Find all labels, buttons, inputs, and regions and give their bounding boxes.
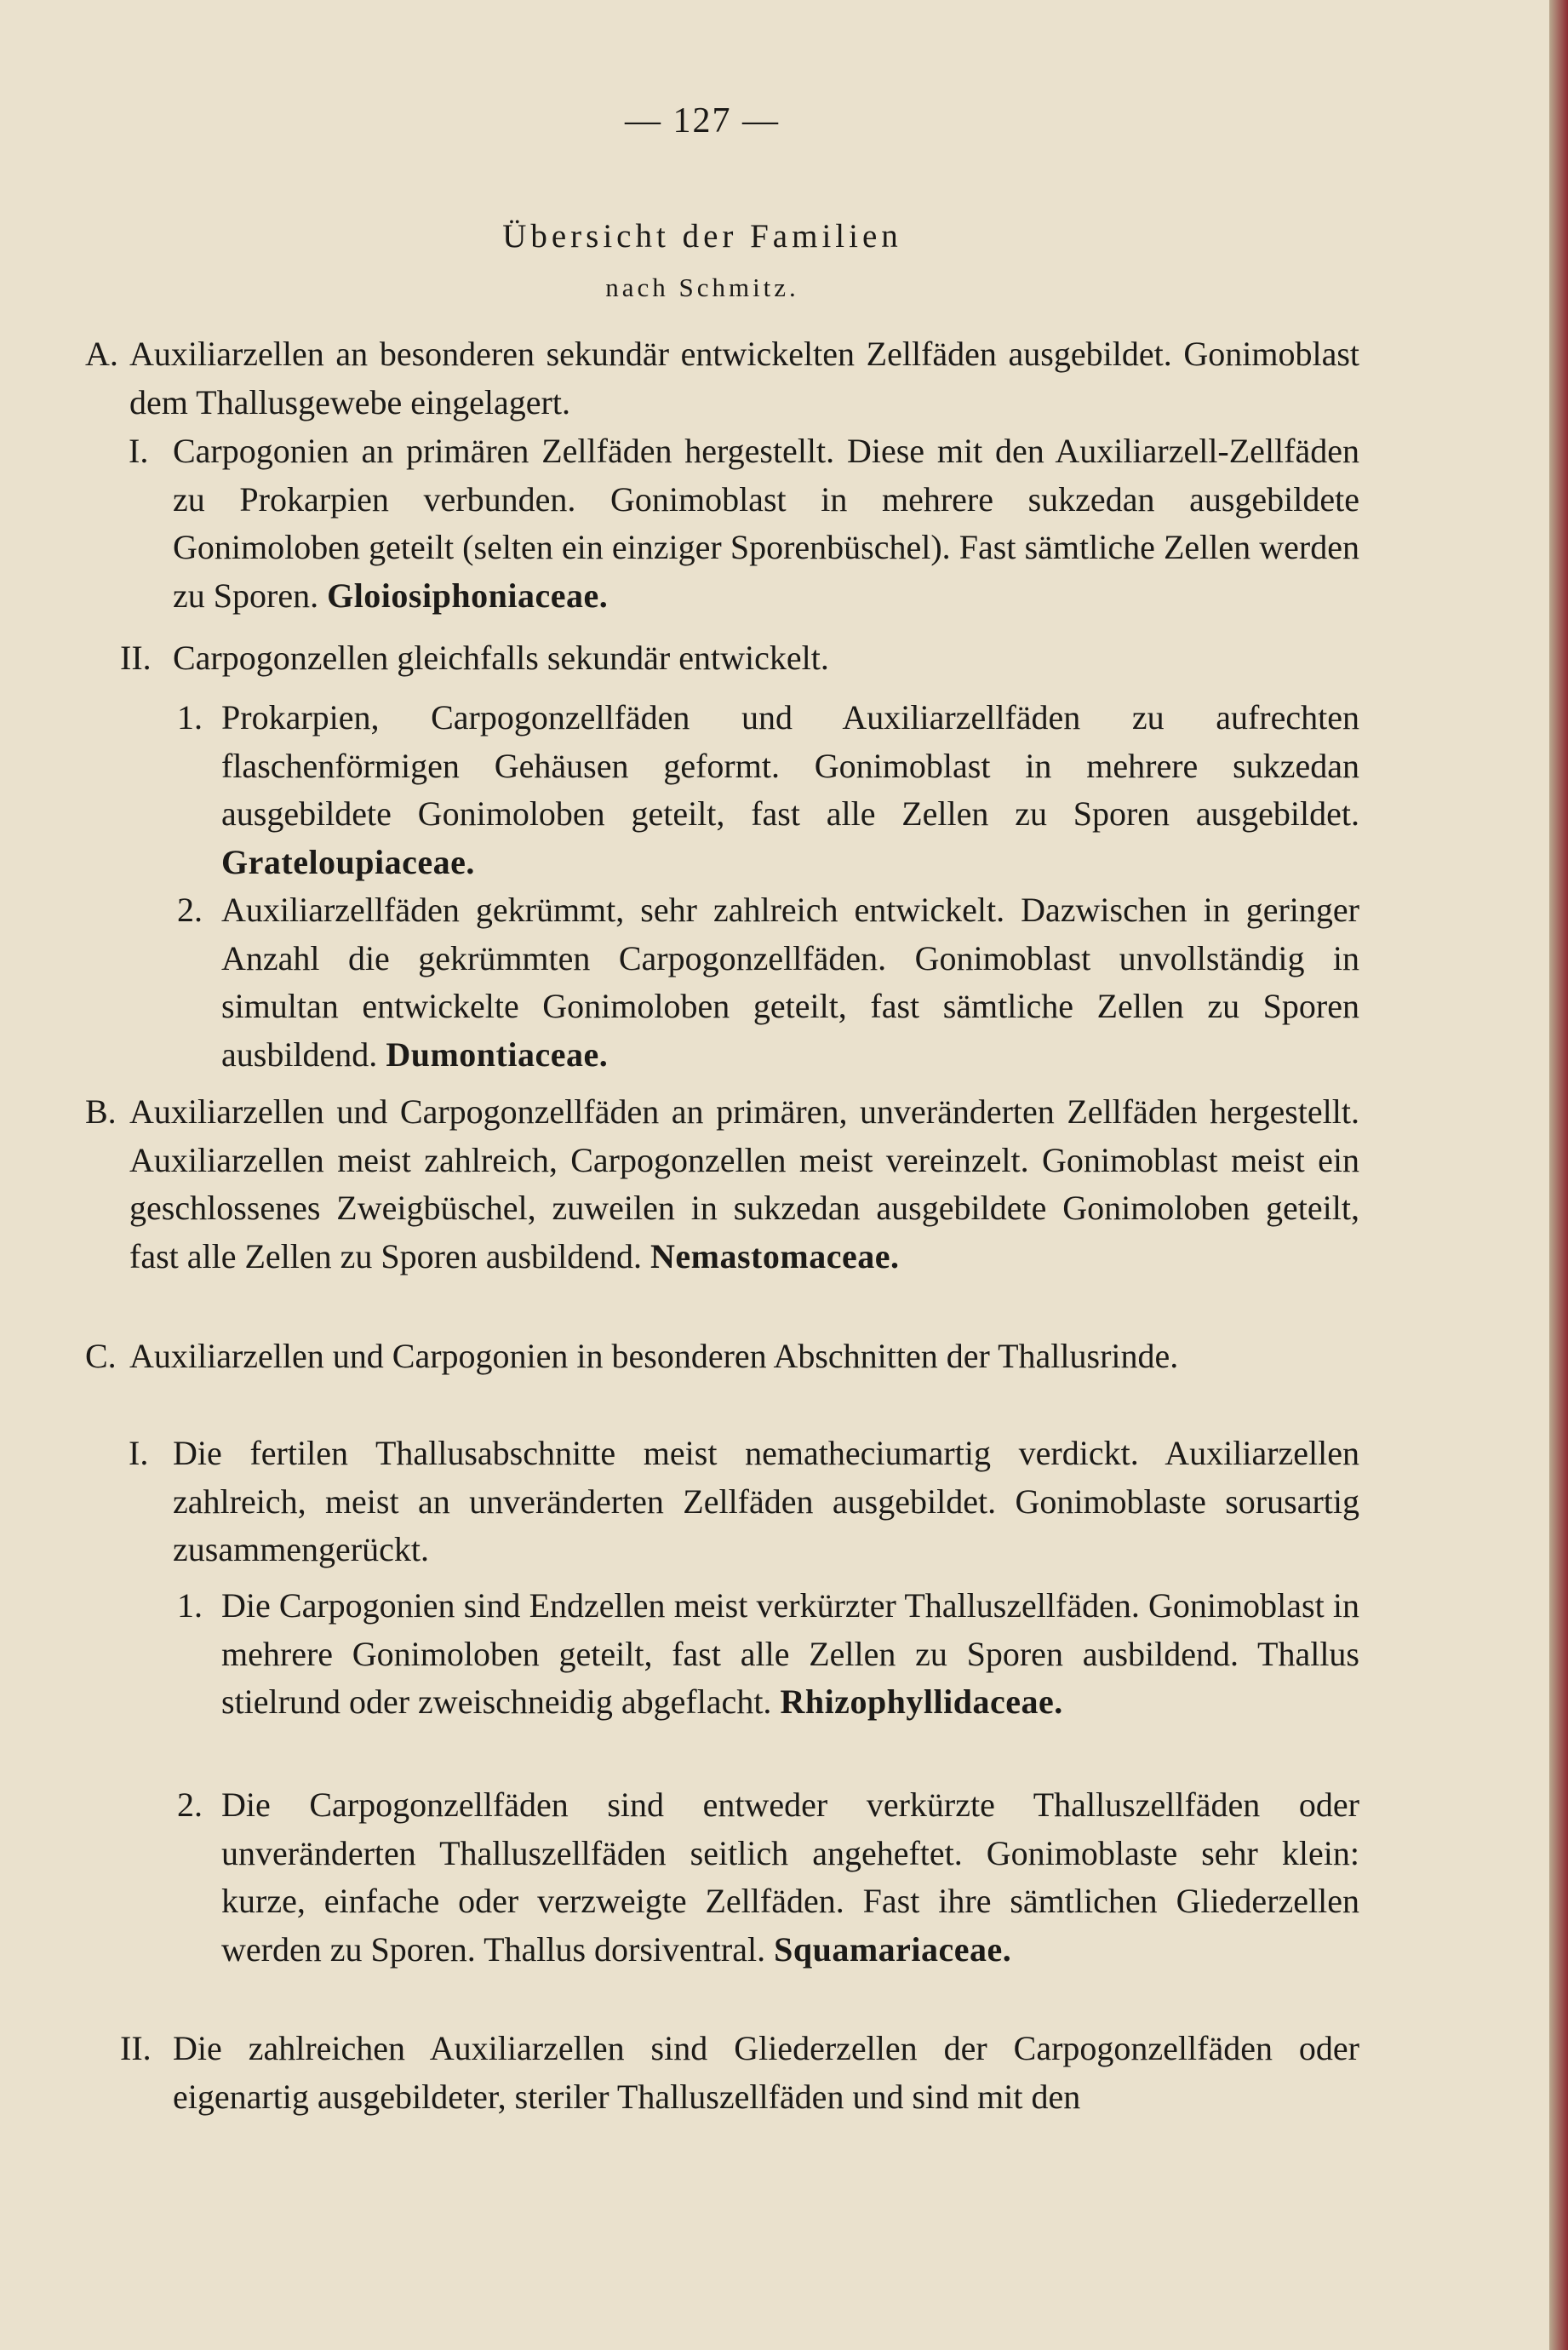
subsection-text: Die fertilen Thallusabschnitte meist nematheciumartig verdickt. Auxiliarzellen zahlreich, meist an unveränderten Zellfäden ausgebildet. Gonimoblaste sorusartig zusammengerückt.	[173, 1434, 1359, 1568]
item-label: 1.	[177, 1586, 203, 1625]
section-label: A.	[85, 335, 118, 373]
family-name: Rhizophyllidaceae.	[780, 1682, 1063, 1721]
family-name: Gloiosiphoniaceae.	[327, 576, 609, 615]
item-text: Auxiliarzellfäden gekrümmt, sehr zahlreich entwickelt. Dazwischen in geringer Anzahl die gekrümmten Carpogonzellfäden. Gonimoblast unvollständig in simultan entwickelte Gonimoloben geteilt, fast sämtliche Zellen zu Sporen ausbildend.	[221, 891, 1359, 1074]
subsection-label: I.	[129, 1434, 149, 1472]
section-b	[85, 1088, 1359, 1281]
item-label: 1.	[177, 698, 203, 737]
page-number: — 127 —	[625, 101, 780, 140]
section-text: Auxiliarzellen an besonderen sekundär entwickelten Zellfäden ausgebildet. Gonimoblast dem Thallusgewebe eingelagert.	[129, 335, 1359, 421]
item-label: 2.	[177, 891, 203, 929]
subsection-label: II.	[120, 639, 152, 677]
section-label: B.	[85, 1092, 117, 1131]
subsection-label: I.	[129, 432, 149, 470]
subsection-c-ii	[120, 2025, 1359, 2121]
family-name: Grateloupiaceae.	[221, 842, 475, 881]
item-label: 2.	[177, 1785, 203, 1824]
subsection-text: Die zahlreichen Auxiliarzellen sind Gliederzellen der Carpogonzellfäden oder eigenartig ausgebildeter, steriler Thalluszellfäden und sind mit den	[173, 2029, 1359, 2116]
item-text: Prokarpien, Carpogonzellfäden und Auxiliarzellfäden zu aufrechten flaschenförmigen Gehäusen geformt. Gonimoblast in mehrere sukzedan ausgebildete Gonimoloben geteilt, fast alle Zellen zu Sporen ausgebildet.	[221, 698, 1359, 833]
family-name: Nemastomaceae.	[650, 1236, 900, 1275]
subsection-label: II.	[120, 2029, 152, 2067]
subsection-a-i	[129, 427, 1359, 620]
book-edge	[1549, 0, 1568, 2350]
subsection-text: Carpogonzellen gleichfalls sekundär entwickelt.	[173, 639, 829, 677]
section-label: C.	[85, 1337, 117, 1375]
item-text: Die Carpogonien sind Endzellen meist verkürzter Thalluszellfäden. Gonimoblast in mehrere Gonimoloben geteilt, fast alle Zellen zu Sporen ausbildend. Thallus stielrund oder zweischneidig abgeflacht.	[221, 1586, 1359, 1721]
section-a	[85, 330, 1359, 427]
section-text: Auxiliarzellen und Carpogonzellfäden an primären, unveränderten Zellfäden hergestellt. Auxiliarzellen meist zahlreich, Carpogonzellen meist vereinzelt. Gonimoblast meist ein geschlossenes Zweigbüschel, zuweilen in sukzedan ausgebildete Gonimoloben geteilt, fast alle Zellen zu Sporen ausbildend.	[129, 1092, 1359, 1275]
subsection-text: Carpogonien an primären Zellfäden hergestellt. Diese mit den Auxiliarzell-Zellfäden zu Prokarpien verbunden. Gonimoblast in mehrere sukzedan ausgebildete Gonimoloben geteilt (selten ein einziger Sporenbüschel). Fast sämtliche Zellen werden zu Sporen.	[173, 432, 1359, 615]
list-item-a-ii-2	[177, 886, 1359, 1079]
subsection-c-i	[129, 1430, 1359, 1574]
list-item-a-ii-1	[177, 694, 1359, 886]
family-name: Dumontiaceae.	[386, 1035, 609, 1074]
section-text: Auxiliarzellen und Carpogonien in besonderen Abschnitten der Thallusrinde.	[129, 1337, 1179, 1375]
list-item-c-i-2	[177, 1781, 1359, 1974]
page-subtitle: nach Schmitz.	[605, 272, 799, 302]
page-title: Übersicht der Familien	[502, 218, 902, 255]
item-text: Die Carpogonzellfäden sind entweder verkürzte Thalluszellfäden oder unveränderten Thalluszellfäden seitlich angeheftet. Gonimoblaste sehr klein: kurze, einfache oder verzweigte Zellfäden. Fast ihre sämtlichen Gliederzellen werden zu Sporen. Thallus dorsiventral.	[221, 1785, 1359, 1969]
subsection-a-ii	[120, 634, 1359, 683]
family-name: Squamariaceae.	[774, 1929, 1012, 1969]
list-item-c-i-1	[177, 1582, 1359, 1727]
section-c	[85, 1333, 1359, 1381]
